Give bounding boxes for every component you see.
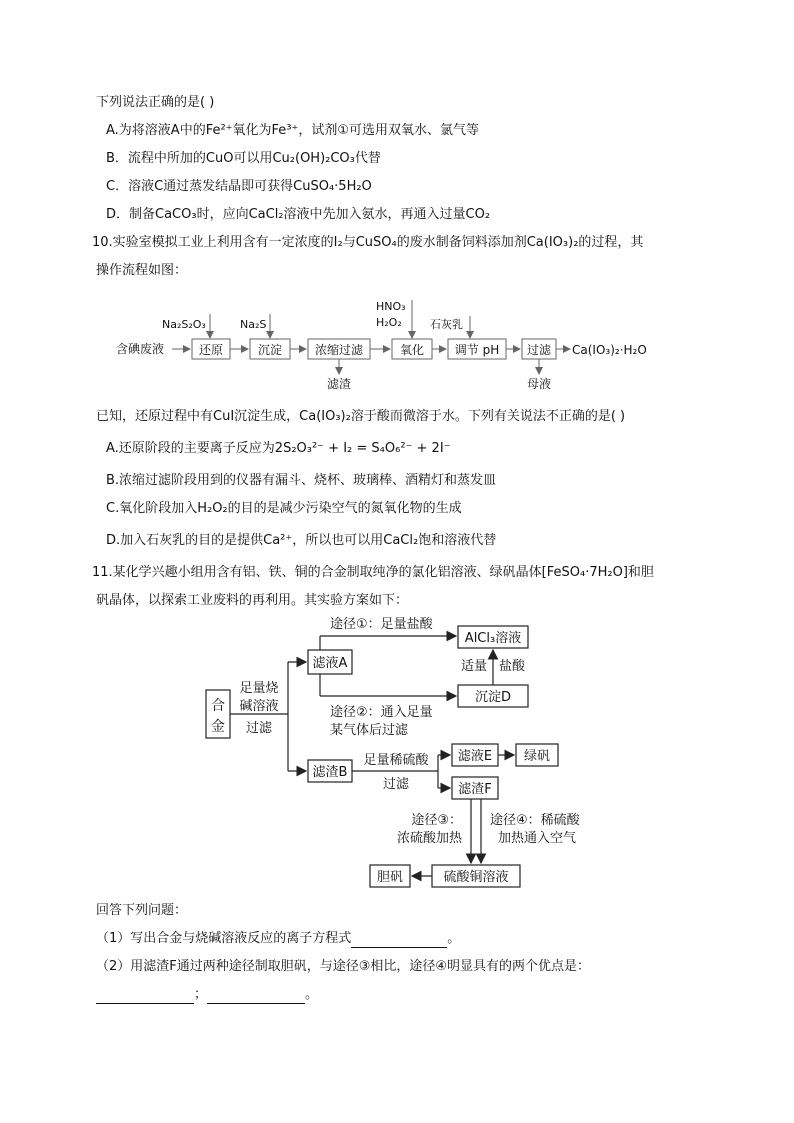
reagent-lime: 石灰乳 [430, 318, 463, 331]
q10-known: 已知，还原过程中有CuI沉淀生成，Ca(IO₃)₂溶于酸而微溶于水。下列有关说法不正确的是( ) [96, 409, 626, 424]
residue-f: 滤渣F [458, 782, 492, 797]
q10-option-a: A.还原阶段的主要离子反应为2S₂O₃²⁻ + I₂ = S₄O₆²⁻ + 2I⁻ [106, 441, 451, 456]
q11-sub2-blank-1[interactable] [96, 989, 194, 1004]
cuso4-solution: 硫酸铜溶液 [443, 870, 509, 885]
q11-sub1-end: 。 [447, 931, 461, 946]
step-oxidize: 氧化 [399, 343, 425, 357]
reagent-hno3: HNO₃ [376, 300, 406, 313]
naoh-label-2: 碱溶液 [239, 699, 279, 714]
route2-label-1: 途径②：通入足量 [330, 705, 433, 720]
acid-label-2: 盐酸 [499, 659, 526, 674]
flow-start: 含碘废液 [116, 342, 165, 356]
route2-label-2: 某气体后过滤 [330, 723, 409, 738]
filtrate-a: 滤液A [312, 656, 348, 671]
route3-label-1: 途径③： [411, 813, 462, 828]
filtrate-e: 滤液E [457, 749, 493, 764]
q9-option-b: B．流程中所加的CuO可以用Cu₂(OH)₂CO₃代替 [106, 151, 381, 166]
alloy-char-1: 合 [211, 698, 225, 714]
flow-residue: 滤渣 [326, 377, 352, 391]
q9-stem: 下列说法正确的是( ) [96, 95, 215, 110]
q9-option-d: D．制备CaCO₃时，应向CaCl₂溶液中先加入氨水，再通入过量CO₂ [106, 207, 491, 222]
route3-label-2: 浓硫酸加热 [396, 831, 462, 846]
step-concentrate: 浓缩过滤 [314, 343, 364, 357]
q11-stem-line2: 矾晶体，以探索工业废料的再利用。其实验方案如下： [96, 593, 409, 608]
iodine-process-flowchart [0, 294, 794, 404]
route4-label-1: 途径④：稀硫酸 [490, 813, 580, 828]
q10-option-d: D.加入石灰乳的目的是提供Ca²⁺，所以也可以用CaCl₂饱和溶液代替 [106, 533, 497, 548]
step-filter: 过滤 [526, 343, 552, 357]
q11-sub2-answers [96, 986, 318, 1004]
step-adjust-ph: 调节 pH [454, 343, 500, 357]
reagent-na2s2o3: Na₂S₂O₃ [162, 318, 206, 331]
reagent-h2o2: H₂O₂ [376, 316, 402, 329]
step-precipitate: 沉淀 [257, 343, 283, 357]
q11-answer-intro: 回答下列问题： [96, 903, 188, 918]
q11-sub2-blank-2[interactable] [207, 989, 305, 1004]
q10-option-b: B.浓缩过滤阶段用到的仪器有漏斗、烧杯、玻璃棒、酒精灯和蒸发皿 [106, 473, 497, 488]
alloy-recycling-flowchart [0, 612, 794, 892]
q11-sub1 [96, 930, 460, 948]
precip-d: 沉淀D [474, 690, 512, 705]
reagent-na2s: Na₂S [240, 318, 267, 331]
green-vitriol: 绿矾 [523, 749, 551, 764]
alcl3: AlCl₃溶液 [464, 631, 522, 646]
naoh-label-3: 过滤 [245, 721, 273, 736]
q11-sub2-end: 。 [305, 987, 319, 1002]
h2so4-label-1: 足量稀硫酸 [363, 753, 429, 768]
step-reduce: 还原 [198, 343, 224, 357]
q11-sub2: （2）用滤渣F通过两种途径制取胆矾，与途径③相比，途径④明显具有的两个优点是： [96, 959, 591, 974]
q10-stem-line1: 10.实验室模拟工业上利用含有一定浓度的I₂与CuSO₄的废水制备饲料添加剂Ca(IO₃)₂的过程，其 [92, 235, 644, 250]
naoh-label-1: 足量烧 [239, 681, 279, 696]
route1-label: 途径①：足量盐酸 [330, 617, 433, 632]
q11-stem-line1: 11.某化学兴趣小组用含有铝、铁、铜的合金制取纯净的氯化铝溶液、绿矾晶体[FeSO₄·7H₂O]和胆 [92, 565, 654, 580]
alloy-char-2: 金 [211, 719, 225, 735]
residue-b: 滤渣B [312, 765, 348, 780]
acid-label-1: 适量 [460, 659, 487, 674]
flow-product: Ca(IO₃)₂·H₂O [572, 343, 647, 357]
flow-mother-liquor: 母液 [526, 377, 552, 391]
h2so4-label-2: 过滤 [382, 777, 410, 792]
q9-option-c: C．溶液C通过蒸发结晶即可获得CuSO₄·5H₂O [106, 179, 372, 194]
q11-sub2-sep: ； [194, 987, 208, 1002]
route4-label-2: 加热通入空气 [498, 831, 577, 846]
q9-option-a: A.为将溶液A中的Fe²⁺氧化为Fe³⁺，试剂①可选用双氧水、氯气等 [106, 123, 480, 138]
blue-vitriol: 胆矾 [376, 870, 404, 885]
q10-stem-line2: 操作流程如图： [96, 263, 188, 278]
q11-sub1-text: （1）写出合金与烧碱溶液反应的离子方程式 [96, 931, 352, 946]
q11-sub1-blank[interactable] [351, 933, 447, 948]
q10-option-c: C.氧化阶段加入H₂O₂的目的是减少污染空气的氮氧化物的生成 [106, 501, 462, 516]
